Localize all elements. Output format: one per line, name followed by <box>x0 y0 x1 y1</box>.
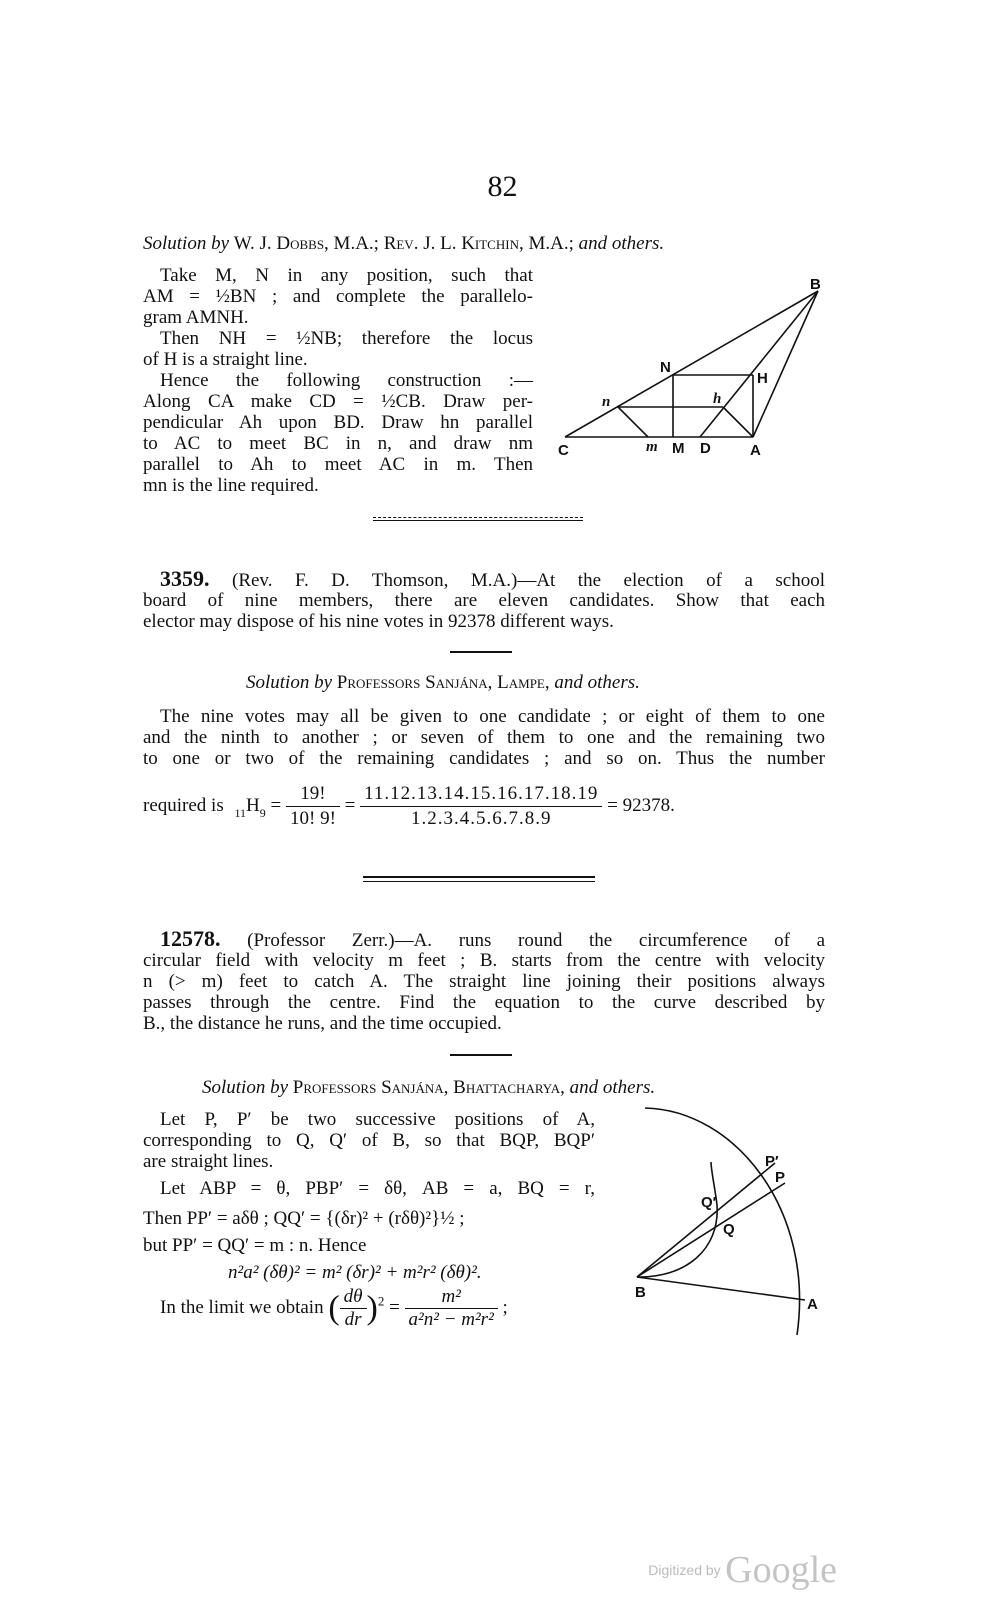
label-C: C <box>558 442 569 459</box>
label-A: A <box>807 1296 818 1313</box>
solution-by-label: Solution by <box>246 672 333 693</box>
problem-line: B., the distance he runs, and the time occupied. <box>143 1013 502 1034</box>
numerator: 11.12.13.14.15.16.17.18.19 <box>360 782 602 807</box>
text-line: parallel to Ah to meet AC in m. Then <box>143 454 533 475</box>
text-line: but PP′ = QQ′ = m : n. Hence <box>143 1235 367 1256</box>
text-line: gram AMNH. <box>143 307 249 328</box>
numerator: dθ <box>343 1286 363 1307</box>
equation-line <box>143 782 675 831</box>
text-line: are straight lines. <box>143 1151 274 1172</box>
text-line: Take M, N in any position, such that <box>160 265 533 286</box>
denominator: a²n² − m²r² <box>408 1309 494 1330</box>
text-line: Let P, P′ be two successive positions of A, <box>160 1109 595 1130</box>
and-others-label: and others. <box>578 233 665 254</box>
text-line: corresponding to Q, Q′ of B, so that BQP, BQP′ <box>143 1130 595 1151</box>
page-number: 82 <box>487 170 518 203</box>
result: = 92378. <box>607 794 675 816</box>
problem-text: (Professor Zerr.)—A. runs round the circumference of a <box>247 930 826 951</box>
equation-line: n²a² (δθ)² = m² (δr)² + m²r² (δθ)². <box>228 1262 482 1283</box>
text-line: and the ninth to another ; or seven of them to one and the remaining two <box>143 727 825 748</box>
problem-line: elector may dispose of his nine votes in 92378 different ways. <box>143 611 614 632</box>
line-CB <box>565 291 818 437</box>
h-symbol: H <box>246 794 260 816</box>
solvers: Professors Sanjána, Lampe, <box>336 672 550 693</box>
problem-line: n (> m) feet to catch A. The straight line joining their positions always <box>143 971 825 992</box>
label-h: h <box>713 391 722 407</box>
divider <box>373 517 583 518</box>
text-line: Along CA make CD = ½CB. Draw per- <box>143 391 533 412</box>
numerator: m² <box>405 1286 498 1309</box>
text-line: Then PP′ = aδθ ; QQ′ = {(δr)² + (rδθ)²}½ ; <box>143 1208 465 1229</box>
label-H: H <box>757 370 768 387</box>
label-M: M <box>672 440 685 457</box>
problem-text: (Rev. F. D. Thomson, M.A.)—At the election of a school <box>232 570 826 591</box>
h-prefix: 11 <box>234 805 247 820</box>
label-Q: Q <box>723 1221 735 1238</box>
line-nm <box>618 407 648 437</box>
limit-label: In the limit we obtain <box>160 1296 324 1318</box>
and-others-label: and others. <box>554 672 640 693</box>
figure-pursuit-curve <box>625 1100 835 1345</box>
google-logo: Google <box>725 1549 837 1591</box>
fraction-dtheta-dr <box>340 1286 367 1331</box>
h-subscript: 9 <box>259 805 266 820</box>
label-N: N <box>660 359 671 376</box>
problem-line <box>160 928 825 951</box>
label-A: A <box>750 442 761 459</box>
text-line: to one or two of the remaining candidates ; and so on. Thus the number <box>143 748 825 769</box>
and-others-label: and others. <box>569 1077 656 1098</box>
label-B: B <box>810 276 821 293</box>
problem-line <box>160 568 825 591</box>
text-line: Then NH = ½NB; therefore the locus <box>160 328 533 349</box>
text-line: to AC to meet BC in n, and draw nm <box>143 433 533 454</box>
text-line: AM = ½BN ; and complete the parallelo- <box>143 286 533 307</box>
problem-line: passes through the centre. Find the equation to the curve described by <box>143 992 825 1013</box>
equals: = <box>344 794 356 816</box>
problem-number: 12578. <box>160 926 221 951</box>
solution-by-label: Solution by <box>143 233 230 254</box>
divider <box>373 520 583 521</box>
pursuit-curve <box>637 1162 717 1277</box>
line-BP1 <box>637 1163 775 1277</box>
line-hA <box>723 407 753 437</box>
denominator: 10! 9! <box>290 808 336 829</box>
text-line: Let ABP = θ, PBP′ = δθ, AB = a, BQ = r, <box>160 1178 595 1199</box>
divider <box>363 881 595 882</box>
figure-parallelogram <box>550 275 850 465</box>
semicolon: ; <box>502 1296 508 1318</box>
text-line: mn is the line required. <box>143 475 319 496</box>
problem-line: circular field with velocity m feet ; B. starts from the centre with velocity <box>143 950 825 971</box>
label-P: P <box>775 1169 786 1186</box>
line-DB <box>700 291 818 437</box>
label-D: D <box>700 440 711 457</box>
label-m: m <box>646 439 658 455</box>
digitized-watermark <box>648 1548 837 1592</box>
line-BA <box>637 1277 805 1300</box>
fraction-rhs <box>405 1286 498 1331</box>
required-label: required is <box>143 794 224 816</box>
text-line: The nine votes may all be given to one candidate ; or eight of them to one <box>160 706 825 727</box>
divider <box>363 876 595 878</box>
label-B: B <box>635 1284 646 1301</box>
divider <box>450 651 512 653</box>
problem-number: 3359. <box>160 566 210 591</box>
solvers: W. J. Dobbs, M.A.; Rev. J. L. Kitchin, M.A.; <box>233 233 574 254</box>
limit-equation: In the limit we obtain ( $\frac{d\theta}{dr}$ )$^2$ = $\frac{\text{m²}}{\text{a²n² − m²r²}}$ ; <box>160 1286 508 1330</box>
fraction-product <box>360 782 602 831</box>
solution-1-header <box>143 233 664 254</box>
line-AB <box>753 291 818 437</box>
watermark-small: Digitized by <box>648 1562 721 1578</box>
label-n: n <box>602 394 611 410</box>
numerator: 19! <box>286 782 340 807</box>
problem-line: board of nine members, there are eleven candidates. Show that each <box>143 590 825 611</box>
fraction-factorial <box>286 782 340 831</box>
solution-by-label: Solution by <box>202 1077 289 1098</box>
label-P-prime: P′ <box>765 1153 779 1170</box>
solution-2-header <box>246 672 640 693</box>
text-line: pendicular Ah upon BD. Draw hn parallel <box>143 412 533 433</box>
text-line: of H is a straight line. <box>143 349 308 370</box>
solution-3-header <box>202 1077 655 1098</box>
solvers: Professors Sanjána, Bhattacharya, <box>292 1077 565 1098</box>
denominator: 1.2.3.4.5.6.7.8.9 <box>411 808 552 829</box>
denominator: dr <box>344 1309 362 1330</box>
text-line: Hence the following construction :— <box>160 370 533 391</box>
label-Q-prime: Q′ <box>701 1194 717 1211</box>
equals: = <box>270 794 282 816</box>
divider <box>450 1054 512 1056</box>
